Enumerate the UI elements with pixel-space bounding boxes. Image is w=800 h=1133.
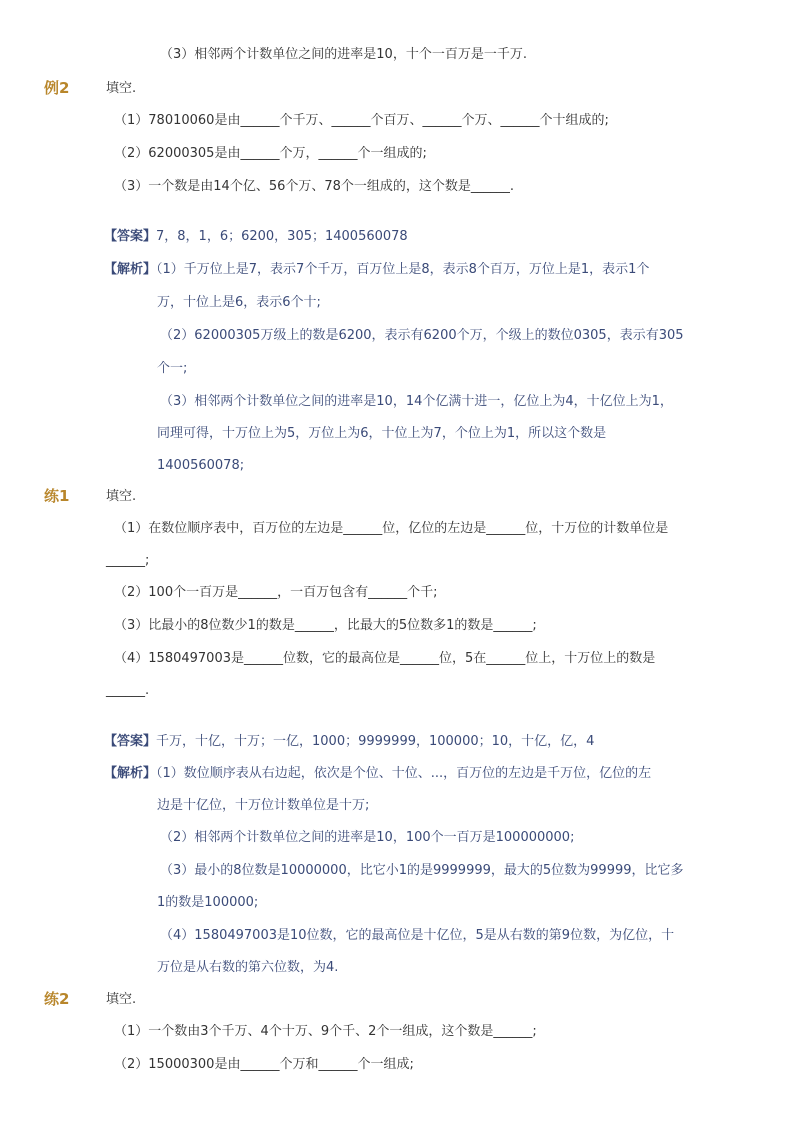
practice-1-question-4-line-2: ______. <box>106 683 150 698</box>
practice-2-question-2: （2）15000300是由______个万和______个一组成; <box>114 1057 414 1072</box>
analysis-text: （1）千万位上是7，表示7个千万，百万位上是8，表示8个百万，万位上是1，表示1个 <box>156 262 650 277</box>
practice-1-question-2: （2）100个一百万是______，一百万包含有______个千; <box>114 585 438 600</box>
practice-1-analysis-line-3: （2）相邻两个计数单位之间的进率是10，100个一百万是100000000; <box>160 830 575 845</box>
practice-1-question-1-line-2: ______; <box>106 553 150 568</box>
example-2-analysis-line-2: 万，十位上是6，表示6个十; <box>157 295 321 310</box>
example-2-analysis-line-3: （2）62000305万级上的数是6200，表示有6200个万，个级上的数位0305，表示有305 <box>160 328 684 343</box>
answer-text: 7，8，1，6；6200，305；1400560078 <box>156 229 408 244</box>
analysis-text: （1）数位顺序表从右边起，依次是个位、十位、...，百万位的左边是千万位，亿位的左 <box>156 766 652 781</box>
example-2-analysis-line-4: 个一; <box>157 361 188 376</box>
practice-1-analysis-line-1 <box>104 764 651 784</box>
answer-label: 【答案】 <box>104 229 157 244</box>
example-2-analysis-line-1 <box>104 260 649 280</box>
example-2-answer <box>104 227 408 247</box>
example-2-question-3: （3）一个数是由14个亿、56个万、78个一组成的，这个数是______. <box>114 179 515 194</box>
example-2-question-1: （1）78010060是由______个千万、______个百万、______个万、______个十组成的; <box>114 113 609 128</box>
practice-1-analysis-line-4: （3）最小的8位数是10000000，比它小1的是9999999，最大的5位数为99999，比它多 <box>160 863 684 878</box>
practice-1-question-1-line-1: （1）在数位顺序表中，百万位的左边是______位，亿位的左边是______位，十万位的计数单位是 <box>114 521 669 536</box>
practice-2-tag: 练2 <box>44 990 70 1008</box>
practice-1-question-3: （3）比最小的8位数少1的数是______，比最大的5位数多1的数是______; <box>114 618 537 633</box>
analysis-label: 【解析】 <box>104 262 157 277</box>
practice-1-answer <box>104 732 594 752</box>
practice-1-tag: 练1 <box>44 487 70 505</box>
practice-2-prompt: 填空. <box>106 992 137 1007</box>
example-2-analysis-line-5: （3）相邻两个计数单位之间的进率是10，14个亿满十进一，亿位上为4，十亿位上为1， <box>160 394 673 409</box>
practice-1-prompt: 填空. <box>106 489 137 504</box>
answer-label: 【答案】 <box>104 734 157 749</box>
analysis-label: 【解析】 <box>104 766 157 781</box>
practice-1-analysis-line-5: 1的数是100000; <box>157 895 259 910</box>
practice-1-analysis-line-2: 边是十亿位，十万位计数单位是十万; <box>157 798 370 813</box>
practice-2-question-1: （1）一个数由3个千万、4个十万、9个千、2个一组成，这个数是______; <box>114 1024 537 1039</box>
practice-1-analysis-line-7: 万位是从右数的第六位数，为4. <box>157 960 339 975</box>
practice-1-question-4-line-1: （4）1580497003是______位数，它的最高位是______位，5在______位上，十万位上的数是 <box>114 651 656 666</box>
example-2-tag: 例2 <box>44 79 70 97</box>
example-2-prompt: 填空. <box>106 81 137 96</box>
example-2-analysis-line-6: 同理可得，十万位上为5，万位上为6，十位上为7，个位上为1，所以这个数是 <box>157 426 607 441</box>
example-2-question-2: （2）62000305是由______个万，______个一组成的; <box>114 146 427 161</box>
continued-analysis-line: （3）相邻两个计数单位之间的进率是10，十个一百万是一千万. <box>160 47 527 62</box>
example-2-analysis-line-7: 1400560078; <box>157 458 245 473</box>
answer-text: 千万，十亿，十万；一亿，1000；9999999，100000；10，十亿，亿，4 <box>156 734 595 749</box>
practice-1-analysis-line-6: （4）1580497003是10位数，它的最高位是十亿位，5是从右数的第9位数，为亿位，十 <box>160 928 675 943</box>
